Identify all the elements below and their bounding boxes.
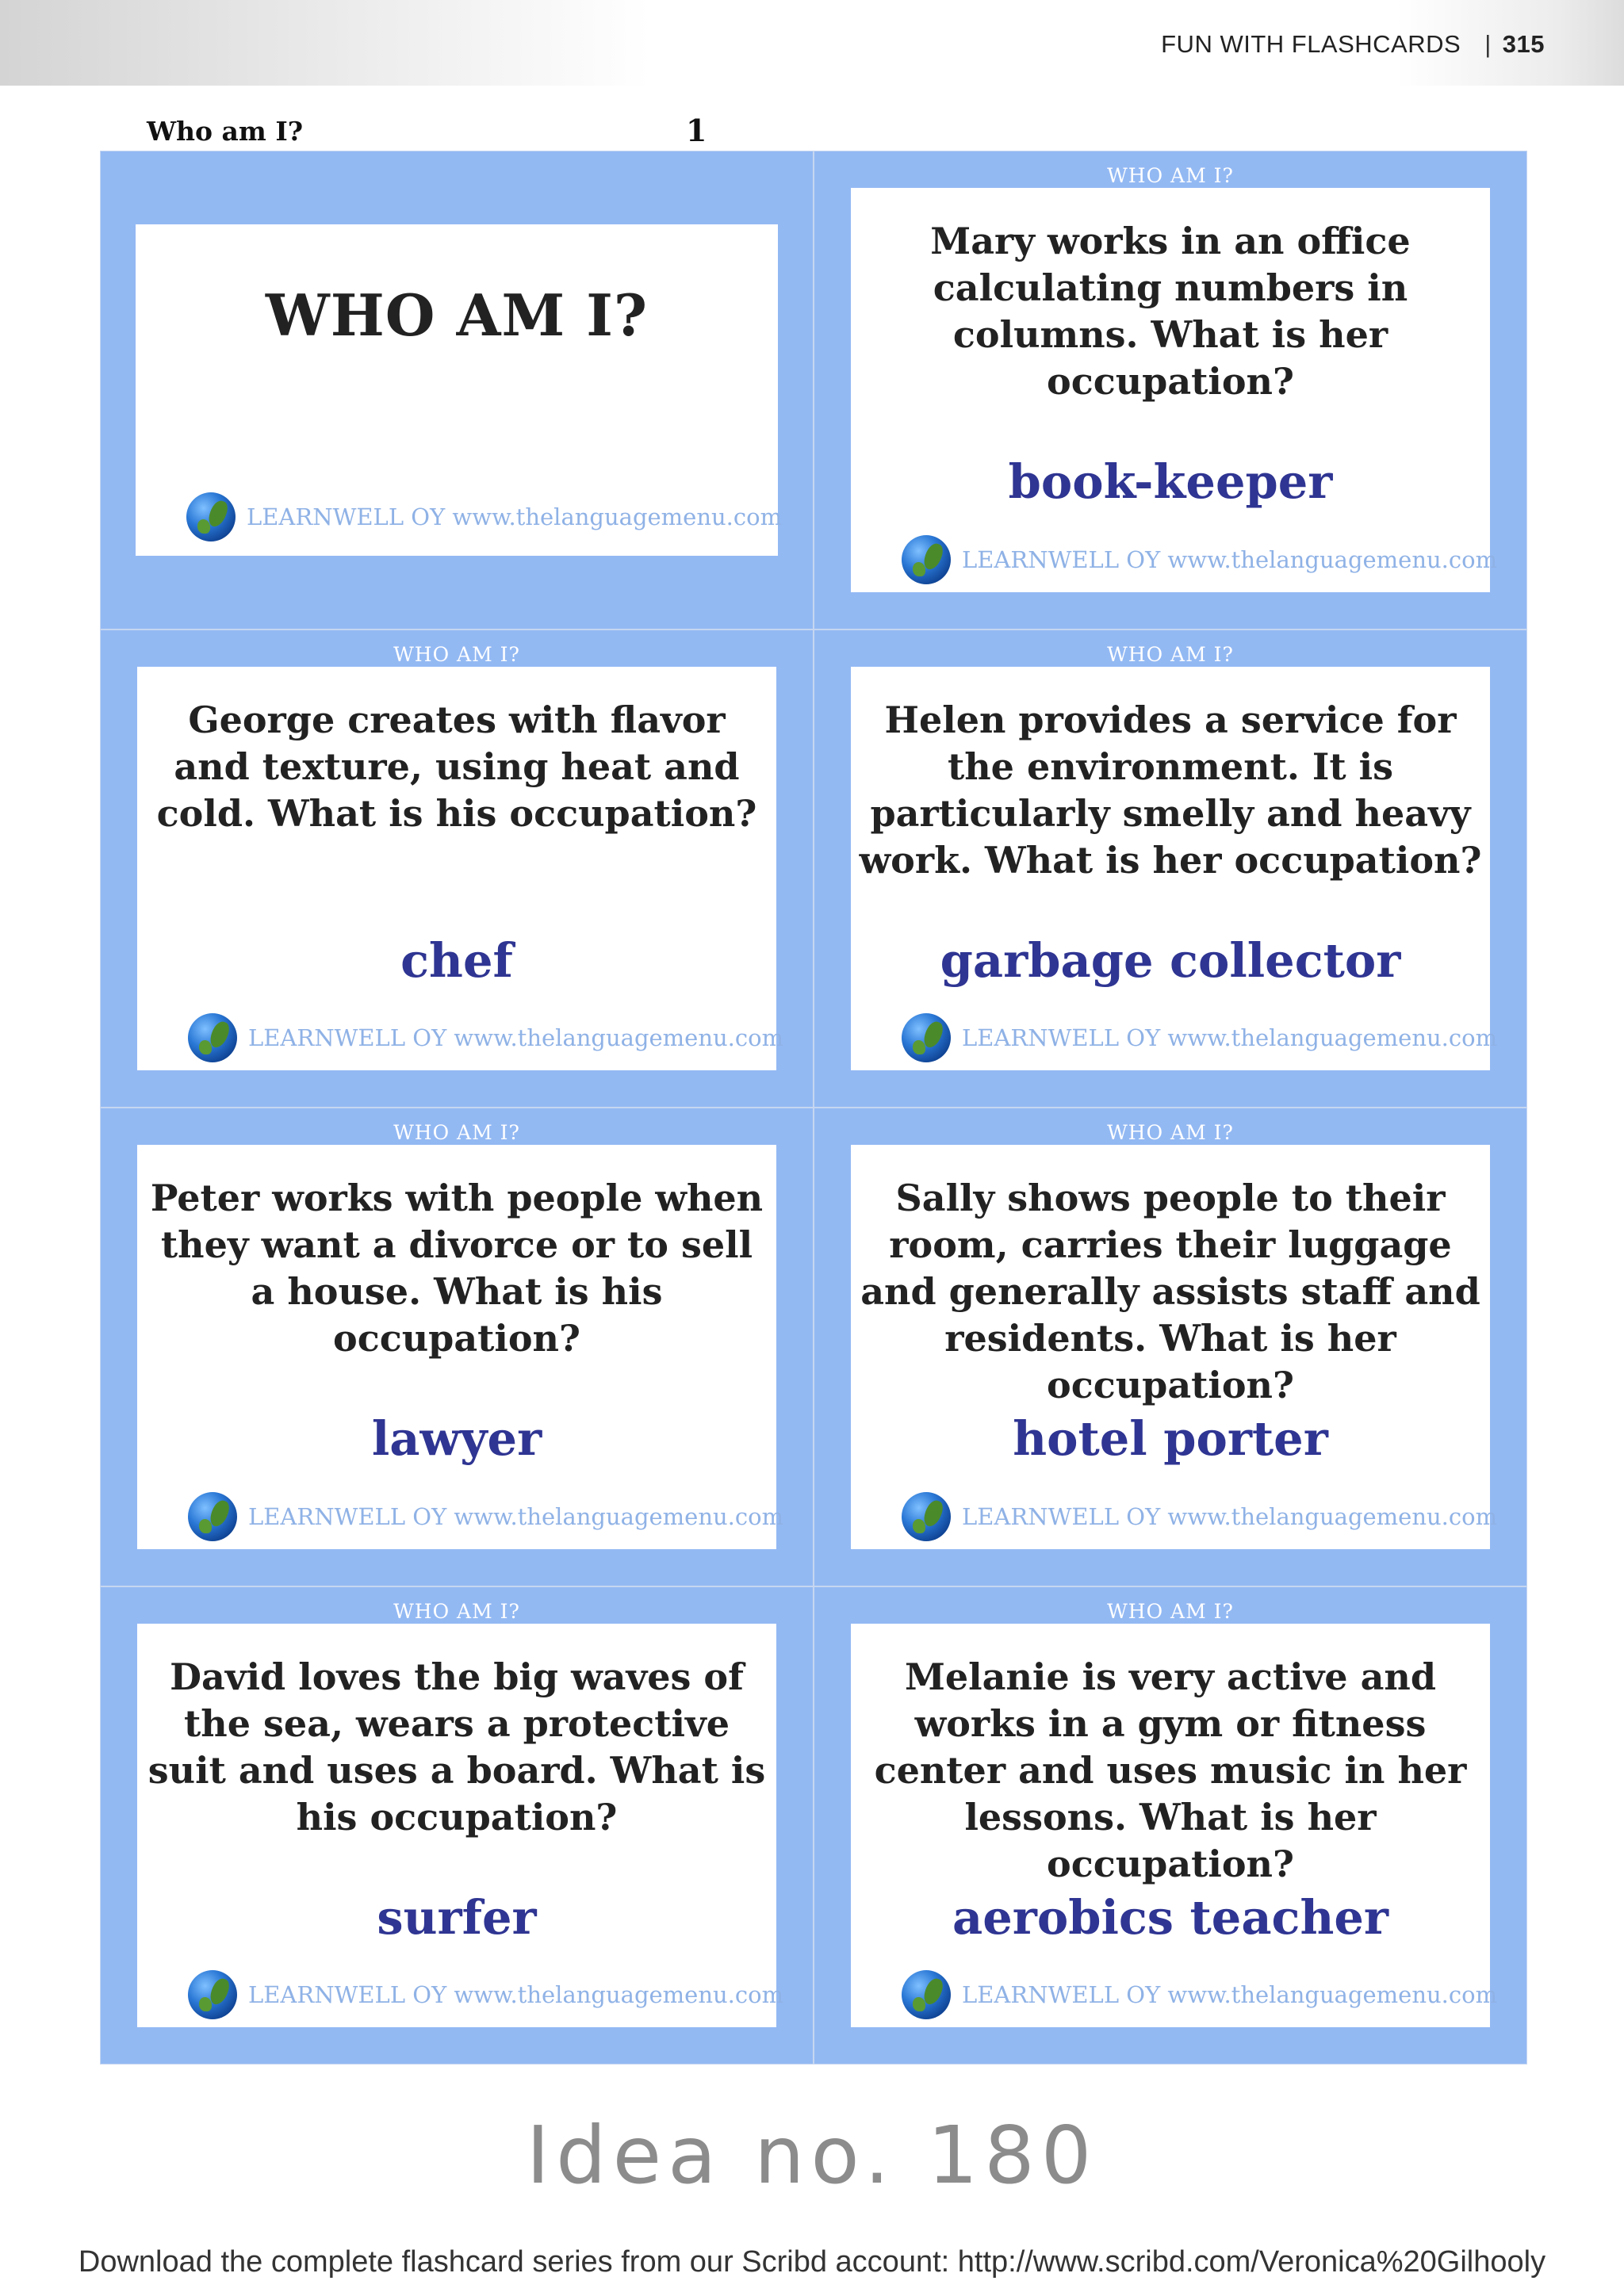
globe-icon <box>902 1492 951 1541</box>
page-number: 315 <box>1502 30 1545 58</box>
brand-footer <box>902 1970 1497 2019</box>
page-header <box>1161 30 1545 59</box>
card-face <box>137 667 784 1071</box>
card-question: Mary works in an office calculating numbers in columns. What is her occupation? <box>930 220 1411 403</box>
card-question: Helen provides a service for the environment. It is particularly smelly and heavy work. What is her occupation? <box>859 698 1482 882</box>
card-face <box>137 1624 784 2028</box>
flashcard-grid <box>100 151 1527 2064</box>
card-face <box>137 1145 784 1549</box>
globe-icon <box>902 535 951 584</box>
flashcard-set-title: Who am I? <box>147 116 304 147</box>
card-question: Melanie is very active and works in a gym or fitness center and uses music in her lessons. What is her occupation? <box>874 1655 1467 1885</box>
card-label: WHO AM I? <box>1107 642 1234 666</box>
brand-footer <box>902 535 1497 584</box>
brand-footer <box>188 1013 783 1062</box>
brand-footer <box>902 1013 1497 1062</box>
flashcard <box>814 1586 1527 2065</box>
card-question: George creates with flavor and texture, using heat and cold. What is his occupation? <box>156 698 757 835</box>
globe-icon <box>188 1492 237 1541</box>
brand-text: LEARNWELL OY www.thelanguagemenu.com <box>248 1502 784 1530</box>
title-card-heading: WHO AM I? <box>265 281 649 349</box>
brand-footer <box>186 492 782 541</box>
card-answer: surfer <box>377 1889 537 1945</box>
card-question: David loves the big waves of the sea, wears a protective suit and uses a board. What is his occupation? <box>147 1655 766 1839</box>
brand-text: LEARNWELL OY www.thelanguagemenu.com <box>247 503 783 530</box>
card-answer: lawyer <box>371 1411 542 1466</box>
flashcard <box>814 629 1527 1108</box>
section-title: FUN WITH FLASHCARDS <box>1161 30 1461 58</box>
globe-icon <box>902 1013 951 1062</box>
card-label: WHO AM I? <box>1107 1121 1234 1144</box>
card-face <box>851 667 1498 1071</box>
card-label: WHO AM I? <box>1107 1599 1234 1623</box>
card-face <box>851 1145 1498 1549</box>
card-face <box>851 1624 1498 2028</box>
globe-icon <box>902 1970 951 2019</box>
card-answer: hotel porter <box>1013 1411 1328 1466</box>
brand-text: LEARNWELL OY www.thelanguagemenu.com <box>248 1981 784 2008</box>
card-label: WHO AM I? <box>393 642 520 666</box>
card-answer: chef <box>400 932 513 988</box>
card-face <box>851 188 1498 592</box>
title-card <box>100 151 814 629</box>
card-answer: book-keeper <box>1008 454 1333 509</box>
card-label: WHO AM I? <box>393 1121 520 1144</box>
brand-text: LEARNWELL OY www.thelanguagemenu.com <box>962 1981 1498 2008</box>
globe-icon <box>188 1970 237 2019</box>
card-answer: aerobics teacher <box>952 1889 1388 1945</box>
download-note: Download the complete flashcard series from our Scribd account: http://www.scribd.com/Veronica%20Gilhooly <box>78 2245 1546 2279</box>
globe-icon <box>186 492 236 541</box>
header-separator: | <box>1484 30 1492 58</box>
card-question: Peter works with people when they want a divorce or to sell a house. What is his occupation? <box>150 1177 764 1360</box>
flashcard <box>814 151 1527 629</box>
brand-text: LEARNWELL OY www.thelanguagemenu.com <box>248 1024 784 1051</box>
brand-text: LEARNWELL OY www.thelanguagemenu.com <box>962 545 1498 573</box>
brand-text: LEARNWELL OY www.thelanguagemenu.com <box>962 1502 1498 1530</box>
globe-icon <box>188 1013 237 1062</box>
brand-text: LEARNWELL OY www.thelanguagemenu.com <box>962 1024 1498 1051</box>
card-label: WHO AM I? <box>393 1599 520 1623</box>
card-face <box>136 224 783 556</box>
card-label: WHO AM I? <box>1107 164 1234 187</box>
flashcard <box>100 629 814 1108</box>
flashcard <box>100 1108 814 1586</box>
brand-footer <box>188 1492 783 1541</box>
card-question: Sally shows people to their room, carries their luggage and generally assists staff and residents. What is her occupation? <box>860 1177 1480 1406</box>
brand-footer <box>188 1970 783 2019</box>
brand-footer <box>902 1492 1497 1541</box>
flashcard <box>814 1108 1527 1586</box>
flashcard-set-number: 1 <box>686 113 707 148</box>
idea-number: Idea no. 180 <box>526 2109 1098 2202</box>
card-answer: garbage collector <box>940 932 1401 988</box>
flashcard <box>100 1586 814 2065</box>
